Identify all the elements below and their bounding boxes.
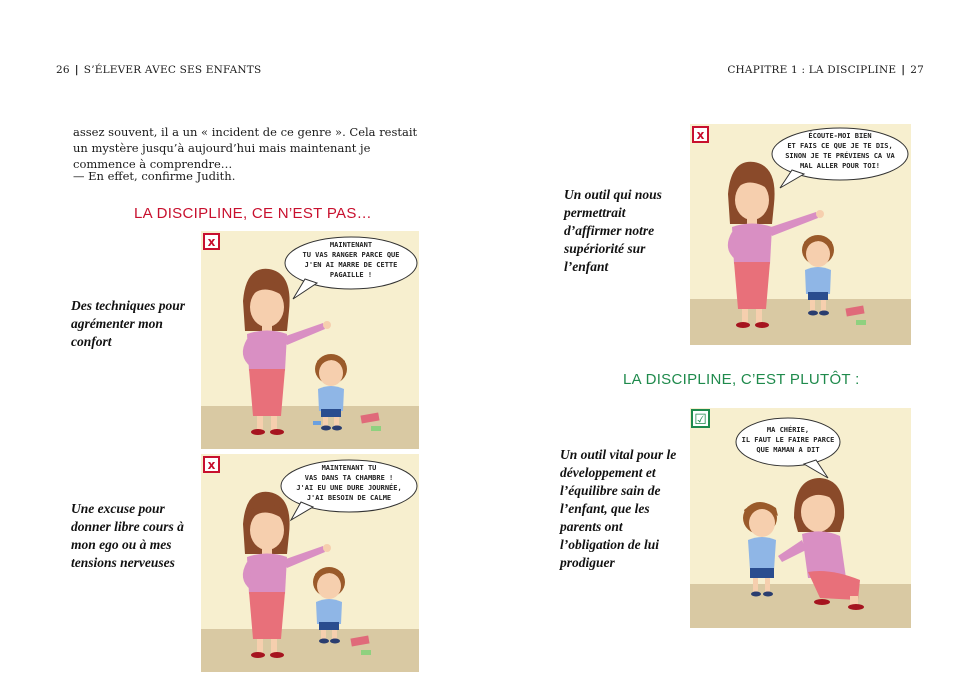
negative-section-title: LA DISCIPLINE, CE N’EST PAS…	[134, 205, 372, 222]
check-mark-icon: ☑	[694, 412, 707, 428]
caption-ego: Une excuse pour donner libre cours à mon ego ou à mes tensions nerveuses	[71, 501, 184, 570]
cross-mark-icon: x	[207, 235, 216, 249]
right-running-title: CHAPITRE 1 : LA DISCIPLINE	[727, 64, 897, 76]
svg-text:MAL ALLER POUR TOI!: MAL ALLER POUR TOI!	[799, 162, 881, 170]
child-illustration	[743, 502, 778, 597]
svg-text:QUE MAMAN A DIT: QUE MAMAN A DIT	[756, 446, 820, 454]
svg-text:MA CHÉRIE,: MA CHÉRIE,	[766, 426, 810, 434]
svg-text:MAINTENANT TU: MAINTENANT TU	[321, 464, 377, 472]
comic-panel-3	[690, 124, 911, 345]
paragraph-1: assez souvent, il a un « incident de ce genre ». Cela restait un mystère jusqu’à aujourd’hui mais maintenant je commence à comprendre…	[73, 125, 418, 171]
caption-vital-tool: Un outil vital pour le développement et l’équilibre sain de l’enfant, que les parents ont l’obligation de lui prodiguer	[560, 447, 677, 570]
cross-mark-icon: x	[696, 128, 705, 142]
right-page-number: 27	[910, 64, 924, 76]
positive-section-title: LA DISCIPLINE, C’EST PLUTÔT :	[623, 371, 860, 388]
svg-text:J'EN AI MARRE DE CETTE: J'EN AI MARRE DE CETTE	[304, 261, 398, 269]
svg-text:ÉCOUTE-MOI BIEN: ÉCOUTE-MOI BIEN	[808, 132, 872, 140]
svg-text:SINON JE TE PRÉVIENS CA VA: SINON JE TE PRÉVIENS CA VA	[785, 152, 895, 160]
caption-comfort: Des techniques pour agrémenter mon confort	[71, 298, 186, 349]
comic-panel-2	[201, 454, 419, 672]
svg-text:PAGAILLE !: PAGAILLE !	[329, 271, 373, 279]
comic-panel-1	[201, 231, 419, 449]
svg-text:ET FAIS CE QUE JE TE DIS,: ET FAIS CE QUE JE TE DIS,	[787, 142, 893, 150]
svg-text:MAINTENANT: MAINTENANT	[329, 241, 373, 249]
comic-panel-4	[690, 408, 911, 628]
left-running-title: S’ÉLEVER AVEC SES ENFANTS	[83, 64, 262, 76]
left-page-number: 26	[56, 64, 70, 76]
svg-text:IL FAUT LE FAIRE PARCE: IL FAUT LE FAIRE PARCE	[741, 436, 835, 444]
cross-mark-icon: x	[207, 458, 216, 472]
paragraph-2: — En effet, confirme Judith.	[73, 169, 236, 183]
svg-text:VAS DANS TA CHAMBRE !: VAS DANS TA CHAMBRE !	[304, 474, 394, 482]
svg-text:J'AI BESOIN DE CALME: J'AI BESOIN DE CALME	[306, 494, 392, 502]
left-page-header: 26 | S’ÉLEVER AVEC SES ENFANTS	[56, 64, 262, 76]
svg-text:TU VAS RANGER PARCE QUE: TU VAS RANGER PARCE QUE	[302, 251, 400, 259]
right-page-header: CHAPITRE 1 : LA DISCIPLINE | 27	[727, 64, 924, 76]
svg-text:J'AI EU UNE DURE JOURNÉE,: J'AI EU UNE DURE JOURNÉE,	[296, 484, 402, 492]
caption-superiority: Un outil qui nous permettrait d’affirmer notre supériorité sur l’enfant	[564, 187, 662, 274]
